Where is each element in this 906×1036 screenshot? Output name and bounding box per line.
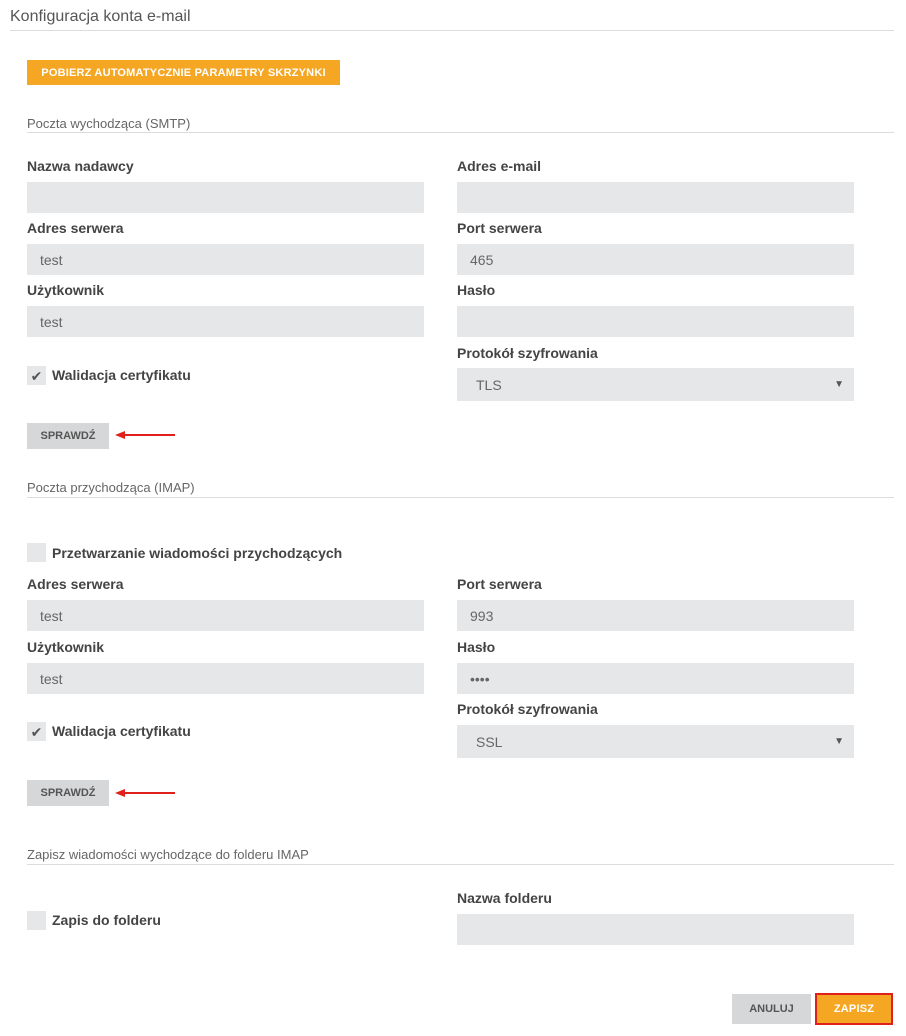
smtp-password-input[interactable] (457, 306, 854, 337)
smtp-sender-name-label: Nazwa nadawcy (27, 158, 134, 174)
imap-password-input[interactable]: •••• (457, 663, 854, 694)
imap-cert-validation-checkbox[interactable] (27, 722, 46, 741)
smtp-section-title: Poczta wychodząca (SMTP) (27, 116, 191, 131)
save-to-folder-label: Zapis do folderu (52, 912, 161, 928)
check-icon: ✔ (30, 723, 43, 740)
smtp-check-button[interactable]: SPRAWDŹ (27, 423, 109, 449)
folder-name-input[interactable] (457, 914, 854, 945)
red-arrow-icon (115, 430, 175, 440)
smtp-password-label: Hasło (457, 282, 496, 298)
cancel-button[interactable]: ANULUJ (732, 994, 811, 1024)
imap-port-label: Port serwera (457, 576, 542, 592)
smtp-protocol-select[interactable] (457, 368, 854, 401)
imap-user-label: Użytkownik (27, 639, 105, 655)
imap-cert-validation-label: Walidacja certyfikatu (52, 723, 191, 739)
smtp-cert-validation-label: Walidacja certyfikatu (52, 367, 191, 383)
imap-protocol-select[interactable] (457, 725, 854, 758)
imap-section-title: Poczta przychodząca (IMAP) (27, 480, 195, 495)
imap-password-label: Hasło (457, 639, 496, 655)
folder-section-title: Zapisz wiadomości wychodzące do folderu IMAP (27, 847, 309, 862)
chevron-down-icon: ▼ (834, 736, 844, 747)
folder-section-divider (27, 864, 894, 865)
save-button[interactable]: ZAPISZ (815, 993, 893, 1025)
smtp-cert-validation-checkbox[interactable] (27, 366, 46, 385)
red-arrow-icon (115, 788, 175, 798)
smtp-user-label: Użytkownik (27, 282, 105, 298)
smtp-server-label: Adres serwera (27, 220, 124, 236)
imap-process-label: Przetwarzanie wiadomości przychodzących (52, 545, 343, 561)
smtp-section-divider (27, 132, 894, 133)
smtp-port-label: Port serwera (457, 220, 542, 236)
imap-protocol-value: SSL (476, 733, 503, 750)
imap-check-button[interactable]: SPRAWDŹ (27, 780, 109, 806)
smtp-server-input[interactable]: test (27, 244, 424, 275)
page-title: Konfiguracja konta e-mail (10, 8, 191, 25)
title-divider (10, 30, 894, 31)
chevron-down-icon: ▼ (834, 379, 844, 390)
imap-server-input[interactable]: test (27, 600, 424, 631)
smtp-email-label: Adres e-mail (457, 158, 542, 174)
folder-name-label: Nazwa folderu (457, 890, 552, 906)
smtp-protocol-value: TLS (476, 376, 502, 393)
imap-process-checkbox[interactable] (27, 543, 46, 562)
auto-fetch-params-button[interactable]: POBIERZ AUTOMATYCZNIE PARAMETRY SKRZYNKI (27, 60, 340, 85)
smtp-port-input[interactable]: 465 (457, 244, 854, 275)
check-icon: ✔ (30, 367, 43, 384)
smtp-protocol-label: Protokół szyfrowania (457, 345, 598, 361)
save-to-folder-checkbox[interactable] (27, 911, 46, 930)
imap-port-input[interactable]: 993 (457, 600, 854, 631)
imap-section-divider (27, 497, 894, 498)
smtp-user-input[interactable]: test (27, 306, 424, 337)
smtp-sender-name-input[interactable] (27, 182, 424, 213)
smtp-email-input[interactable] (457, 182, 854, 213)
imap-server-label: Adres serwera (27, 576, 124, 592)
imap-user-input[interactable]: test (27, 663, 424, 694)
imap-protocol-label: Protokół szyfrowania (457, 701, 598, 717)
